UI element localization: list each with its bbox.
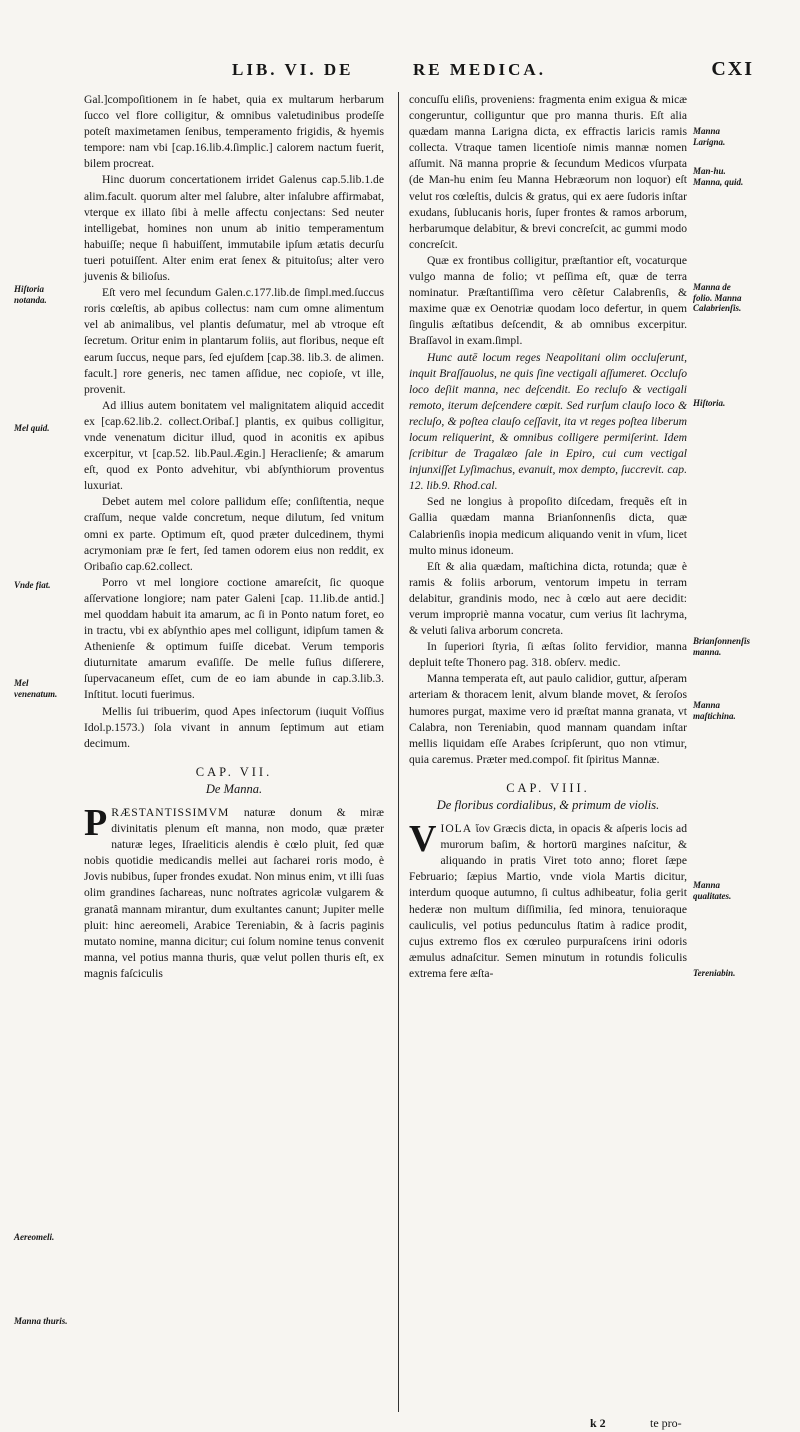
- margin-note-historia-notanda: Hiſtoria notanda.: [14, 284, 47, 305]
- lead-word: IOLA: [440, 822, 473, 836]
- chapter-opening-paragraph: [84, 801, 384, 982]
- margin-note-man-hu: Man-hu. Manna, quid.: [693, 166, 744, 187]
- margin-note-mel-quid: Mel quid.: [14, 423, 50, 433]
- paragraph: Eſt vero mel ſecundum Galen.c.177.lib.de ſimpl.med.ſuccus roris cœleſtis, ab apibus collectus: nam cum omne alimentum vel ab animalibus, vel plantis deſumatur, mel ab vtroque eſt ſecretum. Oritur enim in plantarum foliis, aut floribus, neque eſt earum ſuccus, neque pars, ſed ejuſdem [cap.38. lib.3. de alimen. facult.] rore generis, nec tamen aſſidue, nec copioſe, vt ille, provenit.: [84, 286, 384, 396]
- running-head-right: RE MEDICA.: [413, 60, 546, 79]
- paragraph: concuſſu eliſis, proveniens: fragmenta enim exigua & micæ congeruntur, colliguntur que pro manna thuris. Eſt alia quædam manna Larigna dicta, ex effractis laricis ramis collecta. Vtraque tamen licentioſe nimis mannæ nomen aſſumit. Nā manna proprie & ſecundum Medicos vſurpata (de Man-hu enim ſeu Manna Hebræorum non loquor) eſt velut ros cœleſtis, dulcis & gratus, qui ex aere ſudoris inſtar exudans, ſublucanis horis, ſuper frontes & ramos arborum, herbarumque delabitur, & brevi concreſcit, ac gummi modo concreſcit.: [409, 93, 687, 251]
- margin-note-manna-mastichina: Manna maſtichina.: [693, 700, 736, 721]
- paragraph: Hinc duorum concertationem irridet Galenus cap.5.lib.1.de alim.facult. quorum alter mel ſalubre, alter inſalubre affirmabat, vterque ex illato ſibi à melle affectu conjectans: Sed neuter intelligebat, homines non unum ab initio temperamentum habuiſſe; neque ſi habuiſſent, immutabile ipſum ætatis decurſu tueri potuiſſent. Alter enim erat ſenex & pituitoſus; alter vero juvenis & bilioſus.: [84, 173, 384, 284]
- margin-note-historia: Hiſtoria.: [693, 398, 726, 408]
- chapter-heading: CAP. VII.: [195, 764, 273, 779]
- margin-note-brianson: Brianſonnenſis manna.: [693, 636, 751, 657]
- paragraph: Debet autem mel colore pallidum eſſe; conſiſtentia, neque craſſum, neque valde concretum, neque dilutum, ſed vnitum omni ex parte. Optimum eſt, quod præter dulcedinem, thymi acrymoniam præ ſe fert, ſed tamen odorem eius non reddit, ex Oribaſio cap.62.collect.: [84, 495, 384, 573]
- chapter-opening-paragraph: [409, 818, 687, 982]
- chapter-title: De Manna.: [205, 781, 263, 796]
- drop-cap: P: [84, 801, 108, 844]
- paragraph-text: ἴον Græcis dicta, in opacis & aſperis locis ad murorum baſim, & hortorū margines naſcitur, & aliquando in pratis Viret toto anno; floret ſæpe Februario; ſæpius Martio, vnde viola Martis dicitur, interdum quoque autumno, ſi cultus adhibeatur, folia gerit hederæ non multum diſſimilia, ſed minora, tenuioraque cauliculis, vel potius pedunculus ſtatim à radice prodit, cujus extremo flos ex cœruleo purpuraſcens irini odoris æmulus adnaſcitur. Semen minutum in rotundis foliculis extrema fere æſta-: [409, 822, 687, 980]
- running-head-left: LIB. VI. DE: [232, 60, 354, 79]
- margin-note-manna-qualitates: Manna qualitates.: [693, 880, 732, 901]
- margin-note-tereniabin: Tereniabin.: [693, 968, 736, 978]
- paragraph: Porro vt mel longiore coctione amareſcit, ſic quoque aſſervatione longiore; nam pater Galeni [cap. 11.lib.de antid.] mel quoddam habuit ita amarum, ac ſi in Ponto natum foret, eo in tractu, vbi ex abſynthio apes mel colligunt, idipſum tamen & Athenienſe & optimum fuiſſe dicebat. Verum temporis diuturnitate amarum evaſiſſe. De melle fuſius diſſerere, ſupervacaneum eſſet, cum de eo iam abunde in cap.3.lib.3. Inſtitut. locuti fuerimus.: [84, 575, 384, 702]
- paragraph-text: naturæ donum & miræ divinitatis plenum eſt manna, non modo, quæ præter naturæ leges, Iſraeliticis alendis è cœlo pluit, ſed quæ nobis quotidie medicandis mellei aut ſacharei roris modo, è Jovis nubibus, ſuper frondes exudat. Non minus enim, vt illi ſuas olim grandines ſachareas, nunc noſtrates agricolæ vulgarem & granatâ mannam mirantur, dum exultantes canunt; Jupiter melle pluit: hinc aereomeli, Arabice Tereniabin, & à ſacris paginis mutato nomine, manna dicitur; cui ſolum nomine tenus convenit manna, vel potius manna thuris, quæ velut pollen thuris eſt, ex magnis faſciculis: [84, 805, 384, 980]
- lead-word: RÆSTANTISSIMVM: [111, 805, 230, 819]
- paragraph: Mellis ſui tribuerim, quod Apes inſectorum (iuquit Voſſius Idol.p.1573.) ſola vivant in annum ſeptimum aut etiam decimum.: [84, 704, 384, 750]
- paragraph: Ad illius autem bonitatem vel malignitatem aliquid accedit ex [cap.62.lib.2. collect.Oribaſ.] plantis, ex quibus colligitur, vnde venenatum dicitur illud, quod in aconitis ex apibus excerpitur, vt [cap.52. lib.Paul.Ægin.] Heraclienſe; & amarum eſt, quod ex Ponto advehitur, vbi abſynthiorum proventus luxuriat.: [84, 398, 384, 493]
- paragraph: Quæ ex frontibus colligitur, præſtantior eſt, vocaturque vulgo manna de folio; vt peſſima eſt, quæ de terra nominatur. Præſtantiſſima vero cẽſetur Calabrenſis, & maxime quæ ex Oenotriæ quodam loco defertur, in quem ſingulis æſtatibus deſcendit, & ab omnibus excerpitur. Braſſavol in exam.ſimpl.: [409, 253, 687, 348]
- drop-cap: V: [409, 818, 437, 861]
- chapter-title: De floribus cordialibus, & primum de violis.: [436, 798, 660, 813]
- paragraph: Gal.]compoſitionem in ſe habet, quia ex multarum herbarum ſucco vel flore colligitur, & omnibus valetudinibus prodeſſe poteſt maximetamen ſenibus, temperamento frigidis, & hyemis tempore: nam vbi [cap.16.lib.4.ſimplic.] calorem nactum fuerit, bilem procreat.: [84, 93, 384, 171]
- margin-note-mel-venenatum: Mel venenatum.: [14, 678, 58, 699]
- column-divider: [398, 92, 399, 1412]
- margin-note-manna-thuris: Manna thuris.: [14, 1316, 68, 1326]
- paragraph: Eſt & alia quædam, maſtichina dicta, rotunda; quæ è ramis & foliis arborum, ventorum impetu in terram delabitur, grandinis modo, nec à cœlo aut aere decidit: verum impropriè manna vocatur, cum verius ſit lachryma, & veluti ſaliva arborum concreta.: [409, 559, 687, 638]
- running-head: [0, 60, 800, 84]
- paragraph: In ſuperiori ſtyria, ſi æſtas ſolito fervidior, manna depluit teſte Thonero pag. 318. obſerv. medic.: [409, 640, 687, 670]
- right-column: [409, 92, 687, 982]
- catchword: te pro-: [650, 1416, 682, 1430]
- chapter-heading: CAP. VIII.: [506, 780, 590, 795]
- signature-mark: k 2: [590, 1416, 606, 1430]
- left-column: [84, 92, 384, 982]
- margin-note-unde-fiat: Vnde fiat.: [14, 580, 51, 590]
- margin-note-aereomeli: Aereomeli.: [14, 1232, 55, 1242]
- margin-note-manna-de-folio: Manna de folio. Manna Calabrienſis.: [693, 282, 742, 313]
- paragraph: Manna temperata eſt, aut paulo calidior, guttur, aſperam arteriam & thoracem lenit, alvum blande movet, & ſeroſos humores purgat, maxime vero id præſtat manna granata, vt Calabra, non Tereniabin, quod mannam quandam inſtar mellis liquidam eſſe Arabes ſcripſerunt, quo non vtimur, quia caremus. Præter med.compoſ. fit ſpiritus Mannæ.: [409, 672, 687, 766]
- page-number: CXI: [711, 58, 754, 80]
- paragraph: Hunc autē locum reges Neapolitani olim occluſerunt, inquit Braſſauolus, ne quis ſine vectigali aſſumeret. Occluſo loco deſiit manna, nec deſcendit. Eo recluſo & vectigali remoto, iterum deſcendere cœpit. Sed rurſum clauſo loco & recluſo, & poſtea clauſo ceſſavit, ita vt reges poſtea liberum locum reliquerint, & omnibus colligere permiſerint. Idem ſcribitur de Tragalæo ſale in Epiro, cui cum vectigal injunxiſſet Lyſimachus, evanuit, mox dempto, ſuccrevit. cap. 12. lib.9. Rhod.cal.: [409, 350, 687, 493]
- margin-note-manna-larigna: Manna Larigna.: [693, 126, 726, 147]
- paragraph: Sed ne longius à propoſito diſcedam, frequẽs eſt in Gallia quædam manna Brianſonnenſis dicta, quæ Calabrienſis inopia medicum aliquando venit in vſum, licet multo minus idoneum.: [409, 495, 687, 557]
